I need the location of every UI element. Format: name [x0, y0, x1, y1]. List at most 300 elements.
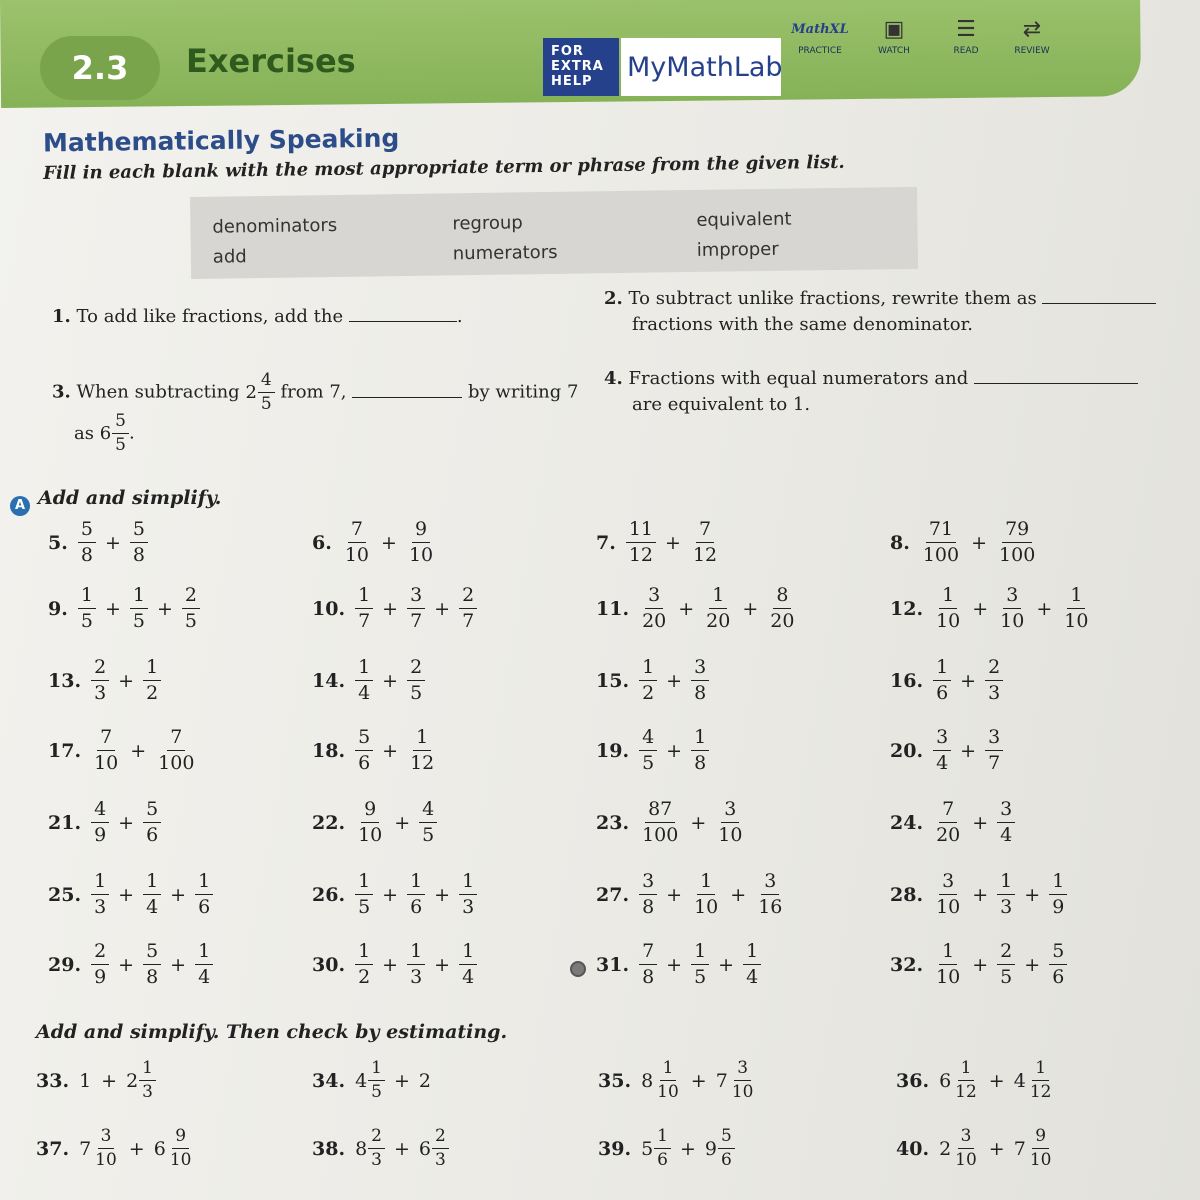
- whole-part: 6: [939, 1069, 952, 1092]
- denominator: 3: [462, 896, 475, 918]
- fraction: [78, 520, 96, 565]
- mixed-number: [419, 1128, 449, 1169]
- plus-sign: +: [690, 1069, 707, 1092]
- problem-number: 1.: [52, 306, 71, 327]
- exercise-item: [312, 800, 437, 845]
- exercise-number: 15.: [596, 669, 630, 692]
- tool-practice: [788, 14, 852, 66]
- fraction: [639, 658, 657, 703]
- speaking-instruction: Fill in each blank with the most appropriate term or phrase from the given list.: [43, 151, 845, 184]
- denominator: 10: [1029, 1150, 1052, 1170]
- numerator: 1: [143, 872, 161, 895]
- fraction: [997, 800, 1015, 845]
- whole-part: 7: [715, 1069, 728, 1092]
- exercise-number: 17.: [48, 739, 82, 762]
- denominator: 20: [770, 610, 795, 632]
- numerator: 1: [958, 1060, 975, 1081]
- exercise-number: 32.: [890, 953, 924, 976]
- denominator: 10: [731, 1082, 754, 1102]
- fraction: [407, 658, 425, 703]
- fraction: [996, 520, 1038, 565]
- fraction: [691, 658, 709, 703]
- denominator: 12: [955, 1082, 977, 1102]
- tool-label: REVIEW: [1014, 46, 1050, 56]
- denominator: 8: [642, 896, 655, 918]
- denominator: 10: [657, 1082, 679, 1102]
- numerator: 3: [997, 800, 1015, 823]
- exercise-item: [596, 872, 785, 917]
- exercise-item: [596, 800, 745, 845]
- denominator: 12: [628, 544, 654, 566]
- word-item: regroup: [452, 212, 523, 235]
- denominator: 5: [115, 435, 126, 455]
- mixed-number: [355, 1060, 385, 1101]
- fraction: [78, 586, 96, 631]
- mixed-number: [705, 1128, 735, 1169]
- plus-sign: +: [690, 811, 707, 834]
- answer-blank[interactable]: [1042, 289, 1156, 304]
- exercise-item: [598, 1060, 756, 1101]
- numerator: 2: [985, 658, 1003, 681]
- plus-sign: +: [679, 1137, 696, 1160]
- exercise-item: [48, 728, 197, 773]
- problem-text: from 7,: [280, 381, 347, 403]
- fraction: [355, 800, 385, 845]
- plus-sign: +: [434, 953, 451, 976]
- exercise-item: [596, 728, 709, 773]
- numerator: 3: [958, 1128, 975, 1149]
- exercise-item: [596, 520, 720, 565]
- denominator: 7: [358, 610, 371, 632]
- numerator: 2: [182, 586, 200, 609]
- fraction: [1061, 586, 1091, 631]
- fraction: [459, 586, 477, 631]
- denominator: 3: [371, 1150, 382, 1170]
- denominator: 100: [999, 544, 1036, 566]
- answer-blank[interactable]: [974, 369, 1138, 384]
- denominator: 10: [358, 824, 383, 846]
- exercise-item: [890, 800, 1015, 845]
- denominator: 8: [146, 966, 159, 988]
- monitor-icon: ▣: [883, 17, 905, 42]
- fraction: [130, 520, 148, 565]
- exercise-number: 35.: [598, 1069, 632, 1092]
- fraction: [143, 800, 161, 845]
- exercise-item: [312, 728, 437, 773]
- exercise-number: 6.: [312, 531, 332, 554]
- denominator: 10: [1000, 610, 1025, 632]
- numerator: 87: [645, 800, 675, 823]
- numerator: 1: [355, 942, 373, 965]
- mixed-number: [245, 372, 274, 413]
- problem-text: fractions with the same denominator.: [632, 314, 973, 335]
- whole-part: 7: [1013, 1137, 1026, 1160]
- plus-sign: +: [960, 739, 977, 762]
- fraction: [143, 872, 161, 917]
- mixed-number: [1014, 1060, 1055, 1101]
- whole-part: 9: [704, 1137, 717, 1160]
- denominator: 8: [132, 544, 145, 566]
- numerator: 5: [143, 800, 161, 823]
- mixed-number: [126, 1060, 156, 1101]
- fraction: [355, 586, 373, 631]
- fraction: [355, 942, 373, 987]
- numerator: 2: [91, 942, 109, 965]
- tool-review: [1000, 14, 1064, 66]
- fraction: [91, 728, 121, 773]
- fraction: [91, 872, 109, 917]
- numerator: 3: [691, 658, 709, 681]
- numerator: 1: [939, 586, 957, 609]
- exercise-number: 30.: [312, 953, 346, 976]
- extra-help-line: FOR: [551, 44, 584, 59]
- plus-sign: +: [156, 597, 173, 620]
- plus-sign: +: [170, 883, 187, 906]
- fraction: [407, 872, 425, 917]
- numerator: 2: [91, 658, 109, 681]
- exercise-number: 18.: [312, 739, 346, 762]
- plus-sign: +: [130, 739, 147, 762]
- exercise-number: 16.: [890, 669, 924, 692]
- fraction: [639, 728, 657, 773]
- exercise-item: [312, 1128, 449, 1169]
- numerator: 7: [696, 520, 714, 543]
- fraction: [355, 658, 373, 703]
- problem-text: are equivalent to 1.: [632, 394, 811, 415]
- denominator: 5: [260, 394, 272, 414]
- denominator: 4: [746, 966, 759, 988]
- denominator: 6: [358, 752, 371, 774]
- fraction: [432, 1128, 449, 1169]
- fraction: [639, 586, 669, 631]
- problem-text: To subtract unlike fractions, rewrite them as: [628, 288, 1037, 309]
- denominator: 8: [642, 966, 655, 988]
- plus-sign: +: [972, 811, 989, 834]
- fraction: [143, 942, 161, 987]
- fraction: [985, 728, 1003, 773]
- book-icon: ☰: [956, 17, 976, 42]
- denominator: 12: [1029, 1082, 1052, 1102]
- whole-part: 6: [99, 422, 112, 444]
- denominator: 3: [988, 682, 1001, 704]
- numerator: 3: [639, 872, 657, 895]
- denominator: 20: [936, 824, 961, 846]
- numerator: 9: [1032, 1128, 1049, 1149]
- denominator: 12: [410, 752, 435, 774]
- word-item: denominators: [212, 214, 338, 238]
- numerator: 1: [660, 1060, 677, 1081]
- denominator: 10: [718, 824, 743, 846]
- exercise-number: 23.: [596, 811, 630, 834]
- numerator: 1: [939, 942, 957, 965]
- mixed-number: [716, 1060, 757, 1101]
- problem-text: by writing 7: [468, 381, 579, 403]
- denominator: 4: [1000, 824, 1013, 846]
- fraction: [143, 658, 161, 703]
- fraction: [355, 728, 373, 773]
- numerator: 1: [143, 658, 161, 681]
- numerator: 3: [933, 728, 951, 751]
- denominator: 6: [936, 682, 949, 704]
- denominator: 10: [344, 544, 370, 566]
- denominator: 16: [758, 896, 783, 918]
- exercise-number: 5.: [48, 531, 68, 554]
- denominator: 10: [694, 896, 719, 918]
- exercise-number: 26.: [312, 883, 346, 906]
- numerator: 1: [691, 942, 709, 965]
- problem-number: 3.: [52, 381, 71, 403]
- whole-part: 8: [355, 1137, 368, 1160]
- exercise-number: 27.: [596, 883, 630, 906]
- numerator: 71: [926, 520, 956, 543]
- whole-part: 4: [1013, 1069, 1026, 1092]
- fraction: [639, 942, 657, 987]
- mixed-number: [79, 1128, 120, 1169]
- tool-watch: [862, 14, 926, 66]
- plus-sign: +: [972, 953, 989, 976]
- numerator: 1: [407, 942, 425, 965]
- answer-blank[interactable]: [349, 307, 457, 322]
- plus-sign: +: [666, 883, 683, 906]
- denominator: 4: [462, 966, 475, 988]
- numerator: 7: [639, 942, 657, 965]
- numerator: 1: [1049, 872, 1067, 895]
- numerator: 1: [139, 1060, 156, 1081]
- fraction: [112, 413, 129, 454]
- fraction: [407, 586, 425, 631]
- exercise-number: 13.: [48, 669, 82, 692]
- numerator: 1: [355, 658, 373, 681]
- denominator: 3: [94, 682, 107, 704]
- whole-part: 1: [79, 1069, 92, 1092]
- exercise-item: [312, 586, 477, 631]
- fraction: [1049, 942, 1067, 987]
- exercise-number: 9.: [48, 597, 68, 620]
- denominator: 6: [1052, 966, 1065, 988]
- section-title: Exercises: [186, 42, 356, 80]
- fraction: [1049, 872, 1067, 917]
- denominator: 3: [94, 896, 107, 918]
- whole-part: 2: [939, 1137, 952, 1160]
- numerator: 5: [130, 520, 148, 543]
- fraction: [933, 728, 951, 773]
- exercise-number: 19.: [596, 739, 630, 762]
- numerator: 1: [997, 872, 1015, 895]
- numerator: 3: [734, 1060, 751, 1081]
- fraction: [195, 872, 213, 917]
- exercise-number: 39.: [598, 1137, 632, 1160]
- word-bank: [190, 187, 918, 279]
- denominator: 10: [955, 1150, 977, 1170]
- numerator: 3: [98, 1128, 115, 1149]
- problem-number: 2.: [604, 288, 623, 309]
- fraction: [952, 1128, 980, 1169]
- denominator: 12: [692, 544, 718, 566]
- problem-text: as: [74, 422, 94, 444]
- mixed-number: [641, 1060, 682, 1101]
- tool-label: READ: [953, 46, 979, 56]
- denominator: 5: [184, 610, 197, 632]
- word-item: improper: [696, 238, 779, 261]
- exercise-item: [890, 586, 1091, 631]
- fraction: [997, 872, 1015, 917]
- numerator: 5: [78, 520, 96, 543]
- plus-sign: +: [730, 883, 747, 906]
- mixed-number: [100, 413, 129, 454]
- numerator: 11: [626, 520, 656, 543]
- whole-part: 6: [153, 1137, 166, 1160]
- denominator: 3: [435, 1150, 446, 1170]
- mixed-number: [355, 1128, 385, 1169]
- plus-sign: +: [104, 531, 121, 554]
- plus-sign: +: [666, 739, 683, 762]
- numerator: 1: [355, 872, 373, 895]
- numerator: 1: [1032, 1060, 1049, 1081]
- fraction: [933, 586, 963, 631]
- fraction: [258, 372, 275, 413]
- numerator: 9: [412, 520, 430, 543]
- plus-sign: +: [960, 669, 977, 692]
- dot-marker-icon: [570, 961, 586, 977]
- exercise-number: 37.: [36, 1137, 70, 1160]
- denominator: 8: [80, 544, 93, 566]
- fraction: [355, 872, 373, 917]
- numerator: 1: [130, 586, 148, 609]
- numerator: 5: [1049, 942, 1067, 965]
- fraction: [130, 586, 148, 631]
- whole-part: 2: [418, 1069, 431, 1092]
- denominator: 9: [94, 824, 107, 846]
- denominator: 100: [922, 544, 960, 566]
- denominator: 10: [94, 752, 119, 774]
- plus-sign: +: [118, 953, 135, 976]
- denominator: 5: [410, 682, 423, 704]
- denominator: 2: [642, 682, 655, 704]
- exercise-item: [312, 942, 477, 987]
- plus-sign: +: [101, 1069, 118, 1092]
- denominator: 10: [408, 544, 434, 566]
- numerator: 1: [407, 872, 425, 895]
- exercise-item: [896, 1128, 1054, 1169]
- numerator: 1: [697, 872, 715, 895]
- exercise-number: 20.: [890, 739, 924, 762]
- mixed-number: [1014, 1128, 1055, 1169]
- numerator: 5: [143, 942, 161, 965]
- denominator: 7: [988, 752, 1001, 774]
- whole-part: 2: [126, 1069, 139, 1092]
- plus-sign: +: [382, 669, 399, 692]
- plus-sign: +: [988, 1069, 1005, 1092]
- numerator: 1: [91, 872, 109, 895]
- word-item: add: [212, 246, 247, 268]
- numerator: 3: [939, 872, 957, 895]
- plus-sign: +: [971, 531, 988, 554]
- denominator: 10: [936, 896, 961, 918]
- exercise-number: 28.: [890, 883, 924, 906]
- exercise-item: [48, 872, 213, 917]
- fraction: [755, 872, 785, 917]
- plus-sign: +: [118, 883, 135, 906]
- fraction: [342, 520, 372, 565]
- numerator: 7: [348, 520, 366, 543]
- extra-help-line: HELP: [551, 74, 593, 89]
- exercise-item: [36, 1060, 156, 1101]
- denominator: 9: [94, 966, 107, 988]
- numerator: 2: [407, 658, 425, 681]
- numerator: 1: [195, 872, 213, 895]
- plus-sign: +: [1024, 953, 1041, 976]
- extra-help-line: EXTRA: [551, 59, 604, 74]
- exercise-item: [48, 942, 213, 987]
- fraction: [729, 1060, 757, 1101]
- numerator: 1: [195, 942, 213, 965]
- whole-part: 8: [641, 1069, 654, 1092]
- plus-sign: +: [665, 531, 681, 554]
- plus-sign: +: [128, 1137, 145, 1160]
- exercise-number: 11.: [596, 597, 630, 620]
- plus-sign: +: [988, 1137, 1005, 1160]
- answer-blank[interactable]: [352, 383, 462, 398]
- numerator: 4: [419, 800, 437, 823]
- fraction: [459, 872, 477, 917]
- denominator: 4: [358, 682, 371, 704]
- denominator: 5: [422, 824, 435, 846]
- plus-sign: +: [1024, 883, 1041, 906]
- fraction: [654, 1128, 671, 1169]
- exercise-item: [596, 658, 709, 703]
- speaking-title: Mathematically Speaking: [42, 123, 400, 158]
- numerator: 3: [407, 586, 425, 609]
- extra-help-box: [543, 38, 619, 96]
- fraction: [933, 658, 951, 703]
- exercise-item: [896, 1060, 1054, 1101]
- denominator: 4: [936, 752, 949, 774]
- plus-sign: +: [382, 883, 399, 906]
- exercise-number: 21.: [48, 811, 82, 834]
- denominator: 3: [1000, 896, 1013, 918]
- fraction: [626, 520, 656, 565]
- numerator: 1: [654, 1128, 671, 1149]
- exercise-item: [48, 800, 161, 845]
- fraction: [155, 728, 197, 773]
- exercise-number: 36.: [896, 1069, 930, 1092]
- fraction: [459, 942, 477, 987]
- plus-sign: +: [666, 669, 683, 692]
- exercise-number: 38.: [312, 1137, 346, 1160]
- mixed-number: [641, 1128, 671, 1169]
- plus-sign: +: [972, 597, 989, 620]
- mixed-number: [939, 1060, 980, 1101]
- fraction: [933, 800, 963, 845]
- plus-sign: +: [170, 953, 187, 976]
- section-heading: Add and simplify.: [38, 487, 222, 509]
- fraction: [419, 800, 437, 845]
- fraction: [718, 1128, 735, 1169]
- fill-problem: [52, 372, 578, 454]
- denominator: 100: [642, 824, 679, 846]
- exercise-number: 29.: [48, 953, 82, 976]
- whole-part: 5: [641, 1137, 654, 1160]
- exercise-item: [48, 658, 161, 703]
- denominator: 3: [410, 966, 423, 988]
- denominator: 8: [694, 682, 707, 704]
- plus-sign: +: [382, 953, 399, 976]
- tool-label: WATCH: [878, 46, 910, 56]
- plus-sign: +: [972, 883, 989, 906]
- exercise-item: [596, 942, 761, 987]
- numerator: 2: [368, 1128, 385, 1149]
- numerator: 1: [368, 1060, 385, 1081]
